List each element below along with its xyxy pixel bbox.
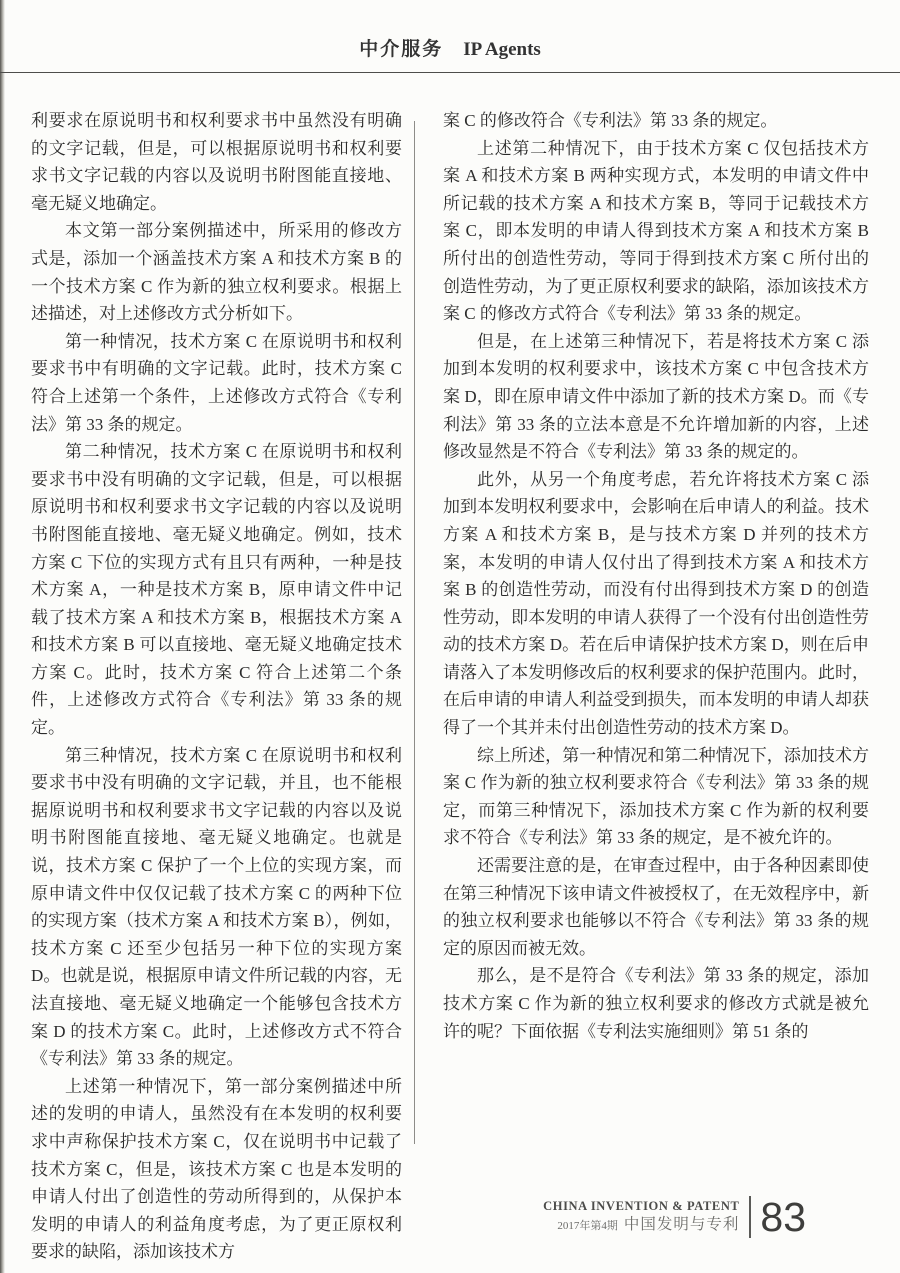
paragraph: 那么，是不是符合《专利法》第 33 条的规定，添加技术方案 C 作为新的独立权利要求的修改方式就是被允许的呢？下面依据《专利法实施细则》第 51 条的 xyxy=(443,966,869,1041)
footer-journal-name-en: CHINA INVENTION & PATENT xyxy=(543,1199,740,1214)
header-rule xyxy=(0,72,900,73)
page-number: 83 xyxy=(760,1193,806,1240)
page-footer xyxy=(543,1193,806,1240)
page-header xyxy=(0,34,900,61)
left-column xyxy=(31,107,402,1266)
paragraph: 利要求在原说明书和权利要求书中虽然没有明确的文字记载，但是，可以根据原说明书和权利要求书文字记载的内容以及说明书附图能直接地、毫无疑义地确定。 xyxy=(31,111,402,213)
paragraph: 第二种情况，技术方案 C 在原说明书和权利要求书中没有明确的文字记载，但是，可以根据原说明书和权利要求书文字记载的内容以及说明书附图能直接地、毫无疑义地确定。例如，技术方案 C 下位的实现方式有且只有两种，一种是技术方案 A，一种是技术方案 B，原申请文件中记载了技术方案 A 和技术方案 B，根据技术方案 A 和技术方案 B 可以直接地、毫无疑义地确定技术方案 C。此时，技术方案 C 符合上述第二个条件，上述修改方式符合《专利法》第 33 条的规定。 xyxy=(31,442,402,738)
paragraph: 案 C 的修改符合《专利法》第 33 条的规定。 xyxy=(443,111,778,130)
footer-journal-name-cn: 中国发明与专利 xyxy=(623,1215,740,1233)
footer-journal-block xyxy=(543,1199,739,1235)
paragraph: 但是，在上述第三种情况下，若是将技术方案 C 添加到本发明的权利要求中，该技术方案 C 中包含技术方案 D，即在原申请文件中添加了新的技术方案 D。而《专利法》第 33 条的立法本意是不允许增加新的内容，上述修改显然是不符合《专利法》第 33 条的规定的。 xyxy=(443,331,869,462)
header-category-en: IP Agents xyxy=(463,39,541,60)
column-divider xyxy=(414,121,415,1144)
paragraph: 综上所述，第一种情况和第二种情况下，添加技术方案 C 作为新的独立权利要求符合《专利法》第 33 条的规定，而第三种情况下，添加技术方案 C 作为新的权利要求不符合《专利法》第 33 条的规定，是不被允许的。 xyxy=(443,745,869,848)
right-column xyxy=(443,107,869,1045)
footer-issue: 2017年第4期 xyxy=(557,1219,618,1232)
footer-journal-line-cn xyxy=(543,1215,739,1235)
paragraph: 本文第一部分案例描述中，所采用的修改方式是，添加一个涵盖技术方案 A 和技术方案 B 的一个技术方案 C 作为新的独立权利要求。根据上述描述，对上述修改方式分析如下。 xyxy=(31,221,402,324)
paragraph: 第三种情况，技术方案 C 在原说明书和权利要求书中没有明确的文字记载，并且，也不能根据原说明书和权利要求书文字记载的内容以及说明书附图能直接地、毫无疑义地确定。也就是说，技术方案 C 保护了一个上位的实现方案，而原申请文件中仅仅记载了技术方案 C 的两种下位的实现方案（技术方案 A 和技术方案 B），例如，技术方案 C 还至少包括另一种下位的实现方案 D。也就是说，根据原申请文件所记载的内容，无法直接地、毫无疑义地确定一个能够包含技术方案 D 的技术方案 C。此时，上述修改方式不符合《专利法》第 33 条的规定。 xyxy=(31,745,402,1069)
paragraph: 第一种情况，技术方案 C 在原说明书和权利要求书中有明确的文字记载。此时，技术方案 C 符合上述第一个条件，上述修改方式符合《专利法》第 33 条的规定。 xyxy=(31,331,402,434)
paragraph: 还需要注意的是，在审查过程中，由于各种因素即使在第三种情况下该申请文件被授权了，在无效程序中，新的独立权利要求也能够以不符合《专利法》第 33 条的规定的原因而被无效。 xyxy=(443,856,869,958)
paragraph: 上述第二种情况下，由于技术方案 C 仅包括技术方案 A 和技术方案 B 两种实现方式，本发明的申请文件中所记载的技术方案 A 和技术方案 B，等同于记载技术方案 C，即本发明的申请人得到技术方案 A 和技术方案 B 所付出的创造性劳动，等同于得到技术方案 C 所付出的创造性劳动，为了更正原权利要求的缺陷，添加该技术方案 C 的修改方式符合《专利法》第 33 条的规定。 xyxy=(443,138,869,324)
header-category-cn: 中介服务 xyxy=(359,39,444,60)
scan-edge xyxy=(0,0,5,1273)
footer-divider-bar xyxy=(749,1196,751,1238)
paragraph: 上述第一种情况下，第一部分案例描述中所述的发明的申请人，虽然没有在本发明的权利要求中声称保护技术方案 C，仅在说明书中记载了技术方案 C，但是，该技术方案 C 也是本发明的申请人付出了创造性的劳动所得到的，从保护本发明的申请人的利益角度考虑，为了更正原权利要求的缺陷，添加该技术方 xyxy=(31,1076,402,1262)
paragraph: 此外，从另一个角度考虑，若允许将技术方案 C 添加到本发明权利要求中，会影响在后申请人的利益。技术方案 A 和技术方案 B，是与技术方案 D 并列的技术方案，本发明的申请人仅付出了得到技术方案 A 和技术方案 B 的创造性劳动，而没有付出得到技术方案 D 的创造性劳动，即本发明的申请人获得了一个没有付出创造性劳动的技术方案 D。若在后申请保护技术方案 D，则在后申请落入了本发明修改后的权利要求的保护范围内。此时，在后申请的申请人利益受到损失，而本发明的申请人却获得了一个其并未付出创造性劳动的技术方案 D。 xyxy=(443,469,869,738)
